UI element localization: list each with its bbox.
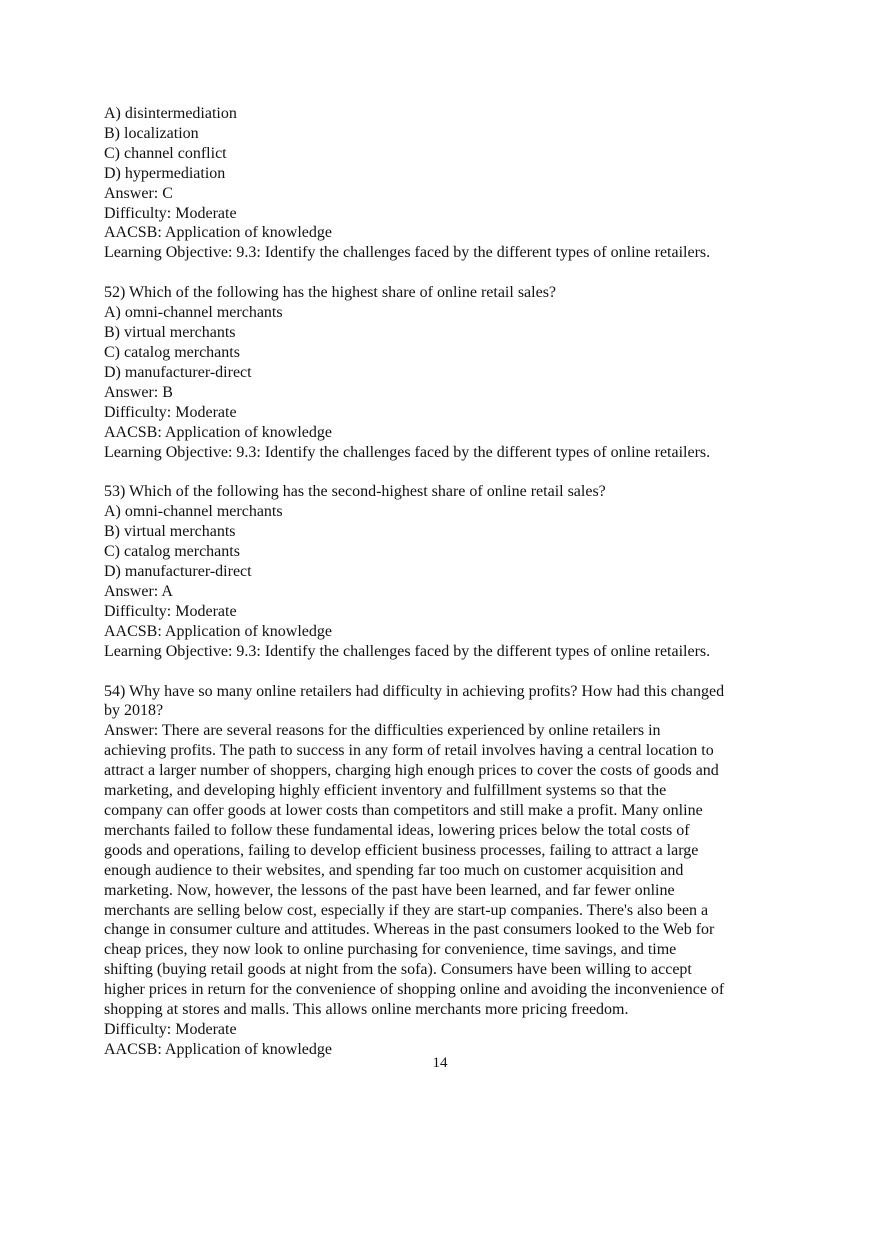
difficulty: Difficulty: Moderate [104,602,237,620]
answer-line: achieving profits. The path to success in any form of retail involves having a central location to [104,742,714,760]
option-d: D) hypermediation [104,164,226,182]
answer-line: marketing. Now, however, the lessons of the past have been learned, and far fewer online [104,881,675,899]
aacsb: AACSB: Application of knowledge [104,1040,332,1058]
option-b: B) localization [104,124,199,142]
answer-line: cheap prices, they now look to online purchasing for convenience, time savings, and time [104,941,677,959]
question-text: 52) Which of the following has the highest share of online retail sales? [104,284,557,302]
answer-line: merchants failed to follow these fundamental ideas, lowering prices below the total costs of [104,821,690,839]
answer-line: attract a larger number of shoppers, charging high enough prices to cover the costs of goods and [104,762,719,780]
answer-line: enough audience to their websites, and spending far too much on customer acquisition and [104,861,684,879]
spacer [104,662,784,682]
option-d: D) manufacturer-direct [104,563,252,581]
option-a: A) disintermediation [104,105,237,122]
option-a: A) omni-channel merchants [104,304,283,322]
question-text-line-1: 54) Why have so many online retailers had difficulty in achieving profits? How had this changed [104,682,725,700]
option-c: C) channel conflict [104,144,227,162]
page-number: 14 [432,1055,448,1071]
answer-line: change in consumer culture and attitudes. Whereas in the past consumers looked to the Web for [104,921,715,939]
answer-line: shifting (buying retail goods at night from the sofa). Consumers have been willing to accept [104,961,692,979]
aacsb: AACSB: Application of knowledge [104,622,332,640]
aacsb: AACSB: Application of knowledge [104,224,332,242]
option-d: D) manufacturer-direct [104,363,252,381]
answer-line: higher prices in return for the convenience of shopping online and avoiding the inconvenience of [104,981,725,999]
option-b: B) virtual merchants [104,324,236,342]
difficulty: Difficulty: Moderate [104,204,237,222]
answer: Answer: B [104,383,173,401]
answer-line: company can offer goods at lower costs than competitors and still make a profit. Many online [104,802,703,819]
document-page [104,104,784,1060]
learning-objective: Learning Objective: 9.3: Identify the challenges faced by the different types of online retailers. [104,642,711,660]
option-c: C) catalog merchants [104,343,240,361]
answer-line: marketing, and developing highly efficient inventory and fulfillment systems so that the [104,782,667,800]
difficulty: Difficulty: Moderate [104,1020,237,1038]
option-a: A) omni-channel merchants [104,503,283,521]
spacer [104,462,784,482]
answer-line: goods and operations, failing to develop efficient business processes, failing to attract a large [104,841,699,859]
option-b: B) virtual merchants [104,523,236,541]
question-52 [104,283,784,462]
answer-line: merchants are selling below cost, especially if they are start-up companies. There's also been a [104,901,709,919]
answer: Answer: A [104,582,173,600]
answer-line: shopping at stores and malls. This allows online merchants more pricing freedom. [104,1001,629,1019]
question-text-line-2: by 2018? [104,702,164,720]
answer: Answer: C [104,184,173,202]
question-54 [104,682,784,1060]
option-c: C) catalog merchants [104,543,240,561]
learning-objective: Learning Objective: 9.3: Identify the challenges faced by the different types of online retailers. [104,443,711,461]
answer-line: Answer: There are several reasons for the difficulties experienced by online retailers in [104,722,661,740]
aacsb: AACSB: Application of knowledge [104,423,332,441]
question-53 [104,482,784,661]
difficulty: Difficulty: Moderate [104,403,237,421]
question-51 [104,104,784,263]
spacer [104,263,784,283]
question-text: 53) Which of the following has the second-highest share of online retail sales? [104,483,606,501]
learning-objective: Learning Objective: 9.3: Identify the challenges faced by the different types of online retailers. [104,244,711,262]
